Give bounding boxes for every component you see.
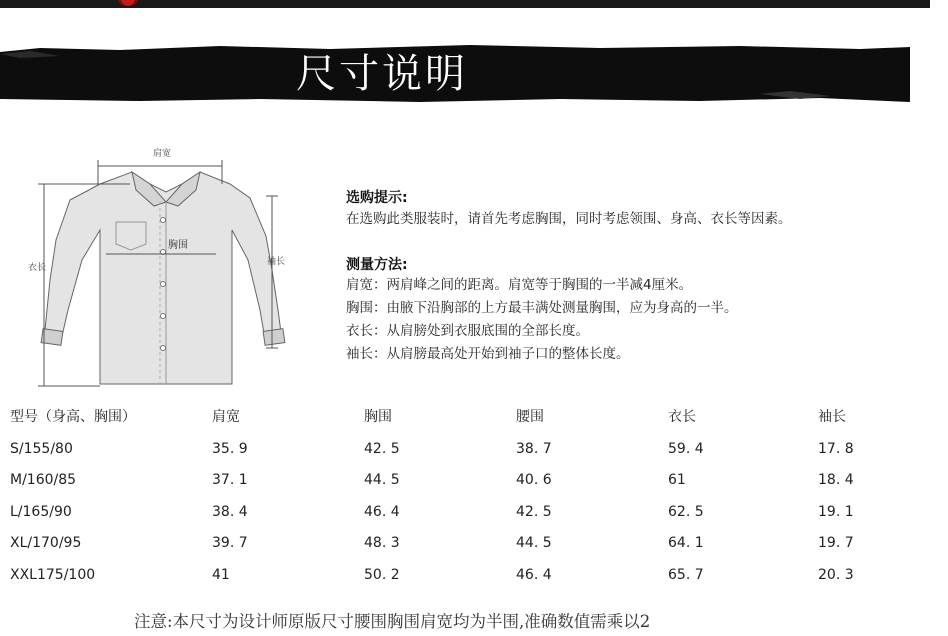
measure-title: 测量方法:: [346, 257, 408, 273]
cell-shoulder: 37. 1: [212, 472, 248, 488]
cell-sleeve: 17. 8: [818, 441, 854, 457]
shoulder-label: 肩宽: [152, 149, 172, 159]
cell-waist: 44. 5: [516, 535, 552, 551]
buy-tips-text: 在选购此类服装时，请首先考虑胸围，同时考虑领围、身高、衣长等因素。: [346, 211, 792, 227]
header-waist: 腰围: [516, 409, 544, 425]
footnote: 注意:本尺寸为设计师原版尺寸腰围胸围肩宽均为半围,准确数值需乘以2: [134, 612, 651, 631]
cell-waist: 38. 7: [516, 441, 552, 457]
header-length: 衣长: [668, 409, 696, 425]
cell-waist: 42. 5: [516, 504, 552, 520]
header-sleeve: 袖长: [818, 409, 846, 425]
cell-length: 61: [668, 472, 686, 488]
cell-model: XXL175/100: [10, 567, 96, 583]
cell-length: 64. 1: [668, 535, 704, 551]
cell-length: 59. 4: [668, 441, 704, 457]
header-chest: 胸围: [364, 409, 392, 425]
banner-title: 尺寸说明: [296, 51, 468, 97]
cell-model: XL/170/95: [10, 535, 82, 551]
cell-sleeve: 19. 1: [818, 504, 854, 520]
measure-line: 袖长：从肩膀最高处开始到袖子口的整体长度。: [346, 346, 630, 362]
cell-shoulder: 39. 7: [212, 535, 248, 551]
measure-line: 肩宽：两肩峰之间的距离。肩宽等于胸围的一半减4厘米。: [346, 277, 693, 293]
cell-shoulder: 38. 4: [212, 504, 248, 520]
cell-length: 65. 7: [668, 567, 704, 583]
cell-length: 62. 5: [668, 504, 704, 520]
cell-shoulder: 35. 9: [212, 441, 248, 457]
chest-label: 胸围: [168, 240, 188, 251]
sleeve-label: 袖长: [267, 257, 286, 267]
length-label: 衣长: [28, 263, 47, 273]
cell-sleeve: 18. 4: [818, 472, 854, 488]
cell-chest: 46. 4: [364, 504, 400, 520]
cell-chest: 42. 5: [364, 441, 400, 457]
measure-line: 衣长：从肩膀处到衣服底围的全部长度。: [346, 323, 589, 339]
cell-model: S/155/80: [10, 441, 73, 457]
cell-chest: 48. 3: [364, 535, 400, 551]
shirt-diagram: [20, 140, 290, 390]
cell-waist: 46. 4: [516, 567, 552, 583]
header-shoulder: 肩宽: [212, 409, 240, 425]
measure-line: 胸围：由腋下沿胸部的上方最丰满处测量胸围，应为身高的一半。: [346, 300, 738, 316]
cell-model: M/160/85: [10, 472, 77, 488]
cell-model: L/165/90: [10, 504, 72, 520]
cell-shoulder: 41: [212, 567, 230, 583]
cell-chest: 44. 5: [364, 472, 400, 488]
cell-chest: 50. 2: [364, 567, 400, 583]
cell-sleeve: 19. 7: [818, 535, 854, 551]
buy-tips-title: 选购提示:: [346, 190, 408, 206]
header-model: 型号（身高、胸围）: [10, 409, 136, 425]
cell-waist: 40. 6: [516, 472, 552, 488]
top-strip: [0, 0, 930, 8]
cell-sleeve: 20. 3: [818, 567, 854, 583]
